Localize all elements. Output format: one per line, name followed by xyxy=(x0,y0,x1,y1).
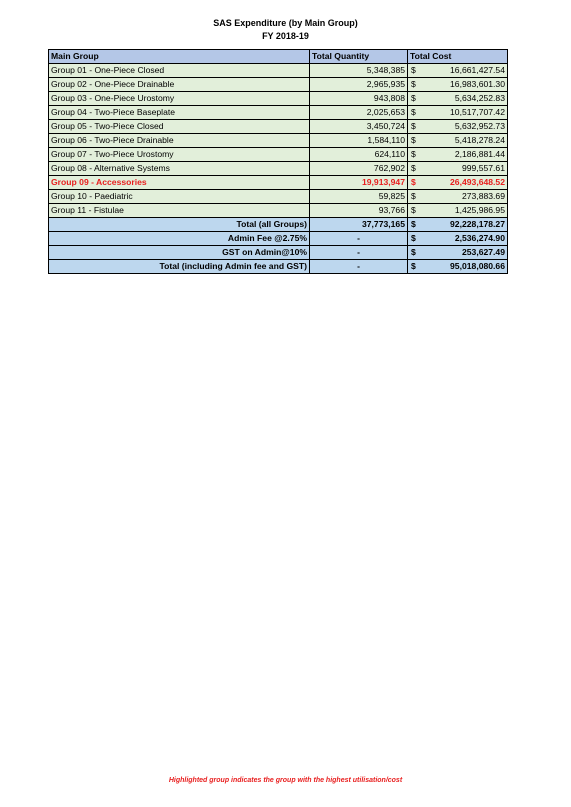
header-main-group: Main Group xyxy=(49,50,310,64)
group-row xyxy=(49,190,508,204)
cost-amount: 95,018,080.66 xyxy=(450,261,505,271)
total-cost xyxy=(408,232,508,246)
total-quantity: - xyxy=(310,232,408,246)
total-label: GST on Admin@10% xyxy=(49,246,310,260)
group-name: Group 09 - Accessories xyxy=(49,176,310,190)
currency-symbol: $ xyxy=(411,205,416,215)
group-cost xyxy=(408,134,508,148)
expenditure-table xyxy=(48,49,508,274)
group-quantity: 59,825 xyxy=(310,190,408,204)
group-cost xyxy=(408,204,508,218)
currency-symbol: $ xyxy=(411,65,416,75)
group-name: Group 03 - One-Piece Urostomy xyxy=(49,92,310,106)
header-total-quantity: Total Quantity xyxy=(310,50,408,64)
currency-symbol: $ xyxy=(411,233,416,243)
total-quantity: - xyxy=(310,246,408,260)
group-row-highlighted xyxy=(49,176,508,190)
currency-symbol: $ xyxy=(411,79,416,89)
group-name: Group 07 - Two-Piece Urostomy xyxy=(49,148,310,162)
group-row xyxy=(49,64,508,78)
group-cost xyxy=(408,162,508,176)
group-row xyxy=(49,148,508,162)
total-cost xyxy=(408,246,508,260)
total-label: Admin Fee @2.75% xyxy=(49,232,310,246)
group-cost xyxy=(408,190,508,204)
group-name: Group 04 - Two-Piece Baseplate xyxy=(49,106,310,120)
total-label: Total (including Admin fee and GST) xyxy=(49,260,310,274)
currency-symbol: $ xyxy=(411,135,416,145)
group-cost xyxy=(408,106,508,120)
group-quantity: 1,584,110 xyxy=(310,134,408,148)
currency-symbol: $ xyxy=(411,191,416,201)
total-cost xyxy=(408,260,508,274)
cost-amount: 5,634,252.83 xyxy=(454,93,505,103)
group-quantity: 762,902 xyxy=(310,162,408,176)
cost-amount: 10,517,707.42 xyxy=(450,107,505,117)
cost-amount: 16,661,427.54 xyxy=(450,65,505,75)
group-quantity: 3,450,724 xyxy=(310,120,408,134)
group-quantity: 19,913,947 xyxy=(310,176,408,190)
highlight-footnote: Highlighted group indicates the group with the highest utilisation/cost xyxy=(168,777,403,784)
header-total-cost: Total Cost xyxy=(408,50,508,64)
group-row xyxy=(49,134,508,148)
group-row xyxy=(49,106,508,120)
cost-amount: 16,983,601.30 xyxy=(450,79,505,89)
group-cost xyxy=(408,120,508,134)
cost-amount: 273,883.69 xyxy=(461,191,505,201)
total-row-admin-fee xyxy=(49,232,508,246)
group-cost xyxy=(408,92,508,106)
currency-symbol: $ xyxy=(411,261,416,271)
report-subtitle: FY 2018-19 xyxy=(262,31,309,41)
total-quantity: - xyxy=(310,260,408,274)
total-row-gst xyxy=(49,246,508,260)
group-quantity: 93,766 xyxy=(310,204,408,218)
total-quantity: 37,773,165 xyxy=(310,218,408,232)
group-name: Group 08 - Alternative Systems xyxy=(49,162,310,176)
currency-symbol: $ xyxy=(411,163,416,173)
report-title: SAS Expenditure (by Main Group) xyxy=(213,18,358,28)
currency-symbol: $ xyxy=(411,219,416,229)
cost-amount: 2,536,274.90 xyxy=(454,233,505,243)
cost-amount: 92,228,178.27 xyxy=(450,219,505,229)
group-cost xyxy=(408,148,508,162)
group-row xyxy=(49,78,508,92)
cost-amount: 1,425,986.95 xyxy=(454,205,505,215)
cost-amount: 253,627.49 xyxy=(461,247,505,257)
cost-amount: 999,557.61 xyxy=(461,163,505,173)
group-row xyxy=(49,92,508,106)
cost-amount: 5,418,278.24 xyxy=(454,135,505,145)
currency-symbol: $ xyxy=(411,247,416,257)
group-quantity: 2,025,653 xyxy=(310,106,408,120)
cost-amount: 26,493,648.52 xyxy=(450,177,505,187)
currency-symbol: $ xyxy=(411,107,416,117)
cost-amount: 2,186,881.44 xyxy=(454,149,505,159)
currency-symbol: $ xyxy=(411,93,416,103)
group-cost xyxy=(408,64,508,78)
group-quantity: 943,808 xyxy=(310,92,408,106)
total-row-grand-total xyxy=(49,260,508,274)
group-cost xyxy=(408,78,508,92)
group-name: Group 02 - One-Piece Drainable xyxy=(49,78,310,92)
group-quantity: 5,348,385 xyxy=(310,64,408,78)
group-row xyxy=(49,120,508,134)
group-name: Group 01 - One-Piece Closed xyxy=(49,64,310,78)
total-row-all-groups xyxy=(49,218,508,232)
cost-amount: 5,632,952.73 xyxy=(454,121,505,131)
group-row xyxy=(49,204,508,218)
header-row xyxy=(49,50,508,64)
total-cost xyxy=(408,218,508,232)
group-name: Group 11 - Fistulae xyxy=(49,204,310,218)
group-name: Group 06 - Two-Piece Drainable xyxy=(49,134,310,148)
currency-symbol: $ xyxy=(411,177,416,187)
group-cost xyxy=(408,176,508,190)
total-label: Total (all Groups) xyxy=(49,218,310,232)
group-row xyxy=(49,162,508,176)
currency-symbol: $ xyxy=(411,121,416,131)
group-quantity: 2,965,935 xyxy=(310,78,408,92)
group-name: Group 10 - Paediatric xyxy=(49,190,310,204)
currency-symbol: $ xyxy=(411,149,416,159)
group-name: Group 05 - Two-Piece Closed xyxy=(49,120,310,134)
group-quantity: 624,110 xyxy=(310,148,408,162)
